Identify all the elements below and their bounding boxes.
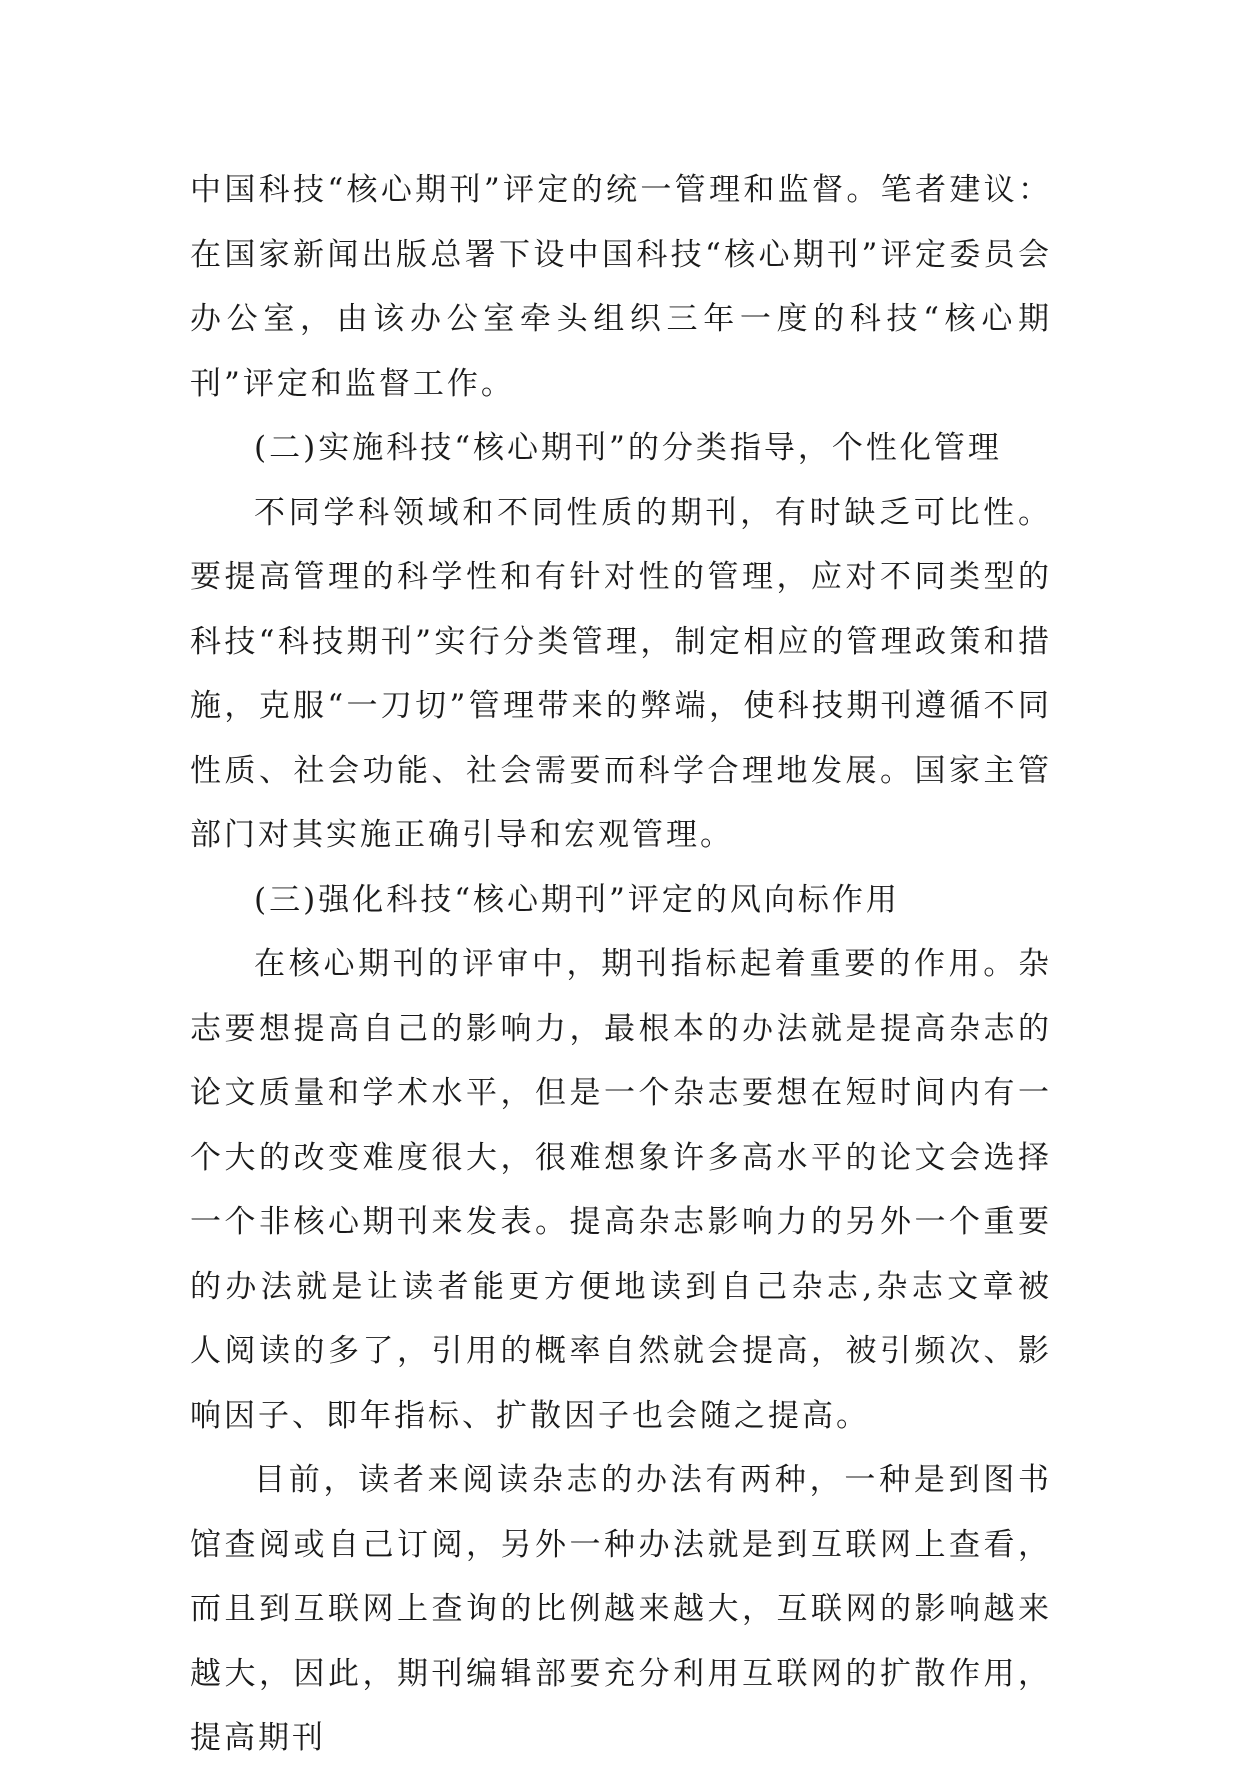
paragraph: 在核心期刊的评审中，期刊指标起着重要的作用。杂志要想提高自己的影响力，最根本的办法就是提高杂志的论文质量和学术水平，但是一个杂志要想在短时间内有一个大的改变难度很大，很难想象许多高水平的论文会选择一个非核心期刊来发表。提高杂志影响力的另外一个重要的办法就是让读者能更方便地读到自己杂志,杂志文章被人阅读的多了，引用的概率自然就会提高，被引频次、影响因子、即年指标、扩散因子也会随之提高。: [190, 946, 1052, 1434]
section-heading-3: (三)强化科技“核心期刊”评定的风向标作用: [254, 881, 900, 918]
body-text: [190, 158, 1052, 1771]
paragraph-continuation: 中国科技“核心期刊”评定的统一管理和监督。笔者建议：在国家新闻出版总署下设中国科技“核心期刊”评定委员会办公室，由该办公室牵头组织三年一度的科技“核心期刊”评定和监督工作。: [190, 172, 1052, 402]
paragraph: 不同学科领域和不同性质的期刊，有时缺乏可比性。要提高管理的科学性和有针对性的管理，应对不同类型的科技“科技期刊”实行分类管理，制定相应的管理政策和措施，克服“一刀切”管理带来的弊端，使科技期刊遵循不同性质、社会功能、社会需要而科学合理地发展。国家主管部门对其实施正确引导和宏观管理。: [190, 494, 1052, 853]
paragraph: 目前，读者来阅读杂志的办法有两种，一种是到图书馆查阅或自己订阅，另外一种办法就是到互联网上查看，而且到互联网上查询的比例越来越大，互联网的影响越来越大，因此，期刊编辑部要充分利用互联网的扩散作用，提高期刊: [190, 1462, 1052, 1756]
section-heading-2: (二)实施科技“核心期刊”的分类指导，个性化管理: [254, 430, 1002, 466]
